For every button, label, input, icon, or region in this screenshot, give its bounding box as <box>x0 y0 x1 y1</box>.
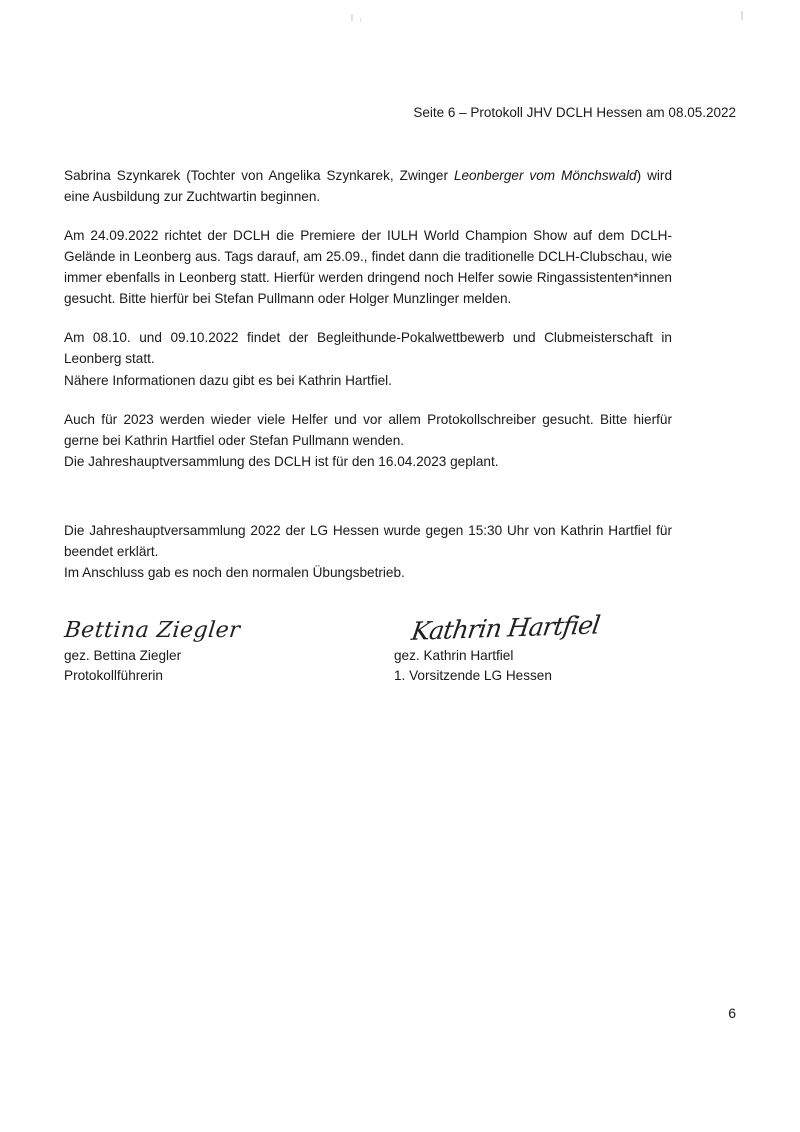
document-body <box>64 165 672 583</box>
paragraph-4 <box>64 409 672 472</box>
paragraph-1-part-1: Sabrina Szynkarek (Tochter von Angelika Szynkarek, Zwinger <box>64 168 454 183</box>
paragraph-3-line-1: Am 08.10. und 09.10.2022 findet der Begleithunde-Pokalwettbewerb und Clubmeisterschaft in Leonberg statt. <box>64 330 672 367</box>
scan-artifact <box>360 18 361 22</box>
paragraph-5-line-2: Im Anschluss gab es noch den normalen Übungsbetrieb. <box>64 564 405 580</box>
signature-handwriting-right: Kathrin Hartfiel <box>409 610 602 646</box>
signature-name-right: gez. Kathrin Hartfiel <box>394 648 514 663</box>
paragraph-2 <box>64 225 672 309</box>
signature-role-right: 1. Vorsitzende LG Hessen <box>394 668 552 684</box>
signature-block <box>63 610 672 708</box>
paragraph-5-line-1: Die Jahreshauptversammlung 2022 der LG Hessen wurde gegen 15:30 Uhr von Kathrin Hartfiel für beendet erklärt. <box>64 522 672 559</box>
paragraph-1-part-3: ) wird eine Ausbildung zur Zuchtwartin beginnen. <box>64 168 673 205</box>
signature-left <box>64 618 364 687</box>
paragraph-4-line-2: Die Jahreshauptversammlung des DCLH ist für den 16.04.2023 geplant. <box>64 453 499 469</box>
signature-handwriting-left: Bettina Ziegler <box>63 618 242 643</box>
signature-right <box>394 610 674 687</box>
page-header: Seite 6 – Protokoll JHV DCLH Hessen am 08.05.2022 <box>413 105 736 120</box>
paragraph-1 <box>64 165 672 207</box>
signature-role-left: Protokollführerin <box>64 668 163 684</box>
signature-name-left: gez. Bettina Ziegler <box>64 648 182 663</box>
scan-artifact <box>741 11 743 20</box>
paragraph-4-line-1: Auch für 2023 werden wieder viele Helfer und vor allem Protokollschreiber gesucht. Bitte hierfür gerne bei Kathrin Hartfiel oder Stefan Pullmann wenden. <box>64 411 672 448</box>
paragraph-3 <box>64 327 672 390</box>
paragraph-3-line-2: Nähere Informationen dazu gibt es bei Kathrin Hartfiel. <box>64 372 392 388</box>
paragraph-spacer <box>64 490 672 520</box>
paragraph-5 <box>64 520 672 583</box>
scan-artifact <box>351 14 353 21</box>
paragraph-2-text: Am 24.09.2022 richtet der DCLH die Premiere der IULH World Champion Show auf dem DCLH-Gelände in Leonberg aus. Tags darauf, am 25.09., findet dann die traditionelle DCLH-Clubschau, wie immer ebenfalls in Leonberg statt. Hierfür werden dringend noch Helfer sowie Ringassistenten*innen gesucht. Bitte hierfür bei Stefan Pullmann oder Holger Munzlinger melden. <box>64 228 672 307</box>
page-number: 6 <box>728 1005 736 1021</box>
paragraph-1-part-2-italic: Leonberger vom Mönchswald <box>453 168 637 183</box>
